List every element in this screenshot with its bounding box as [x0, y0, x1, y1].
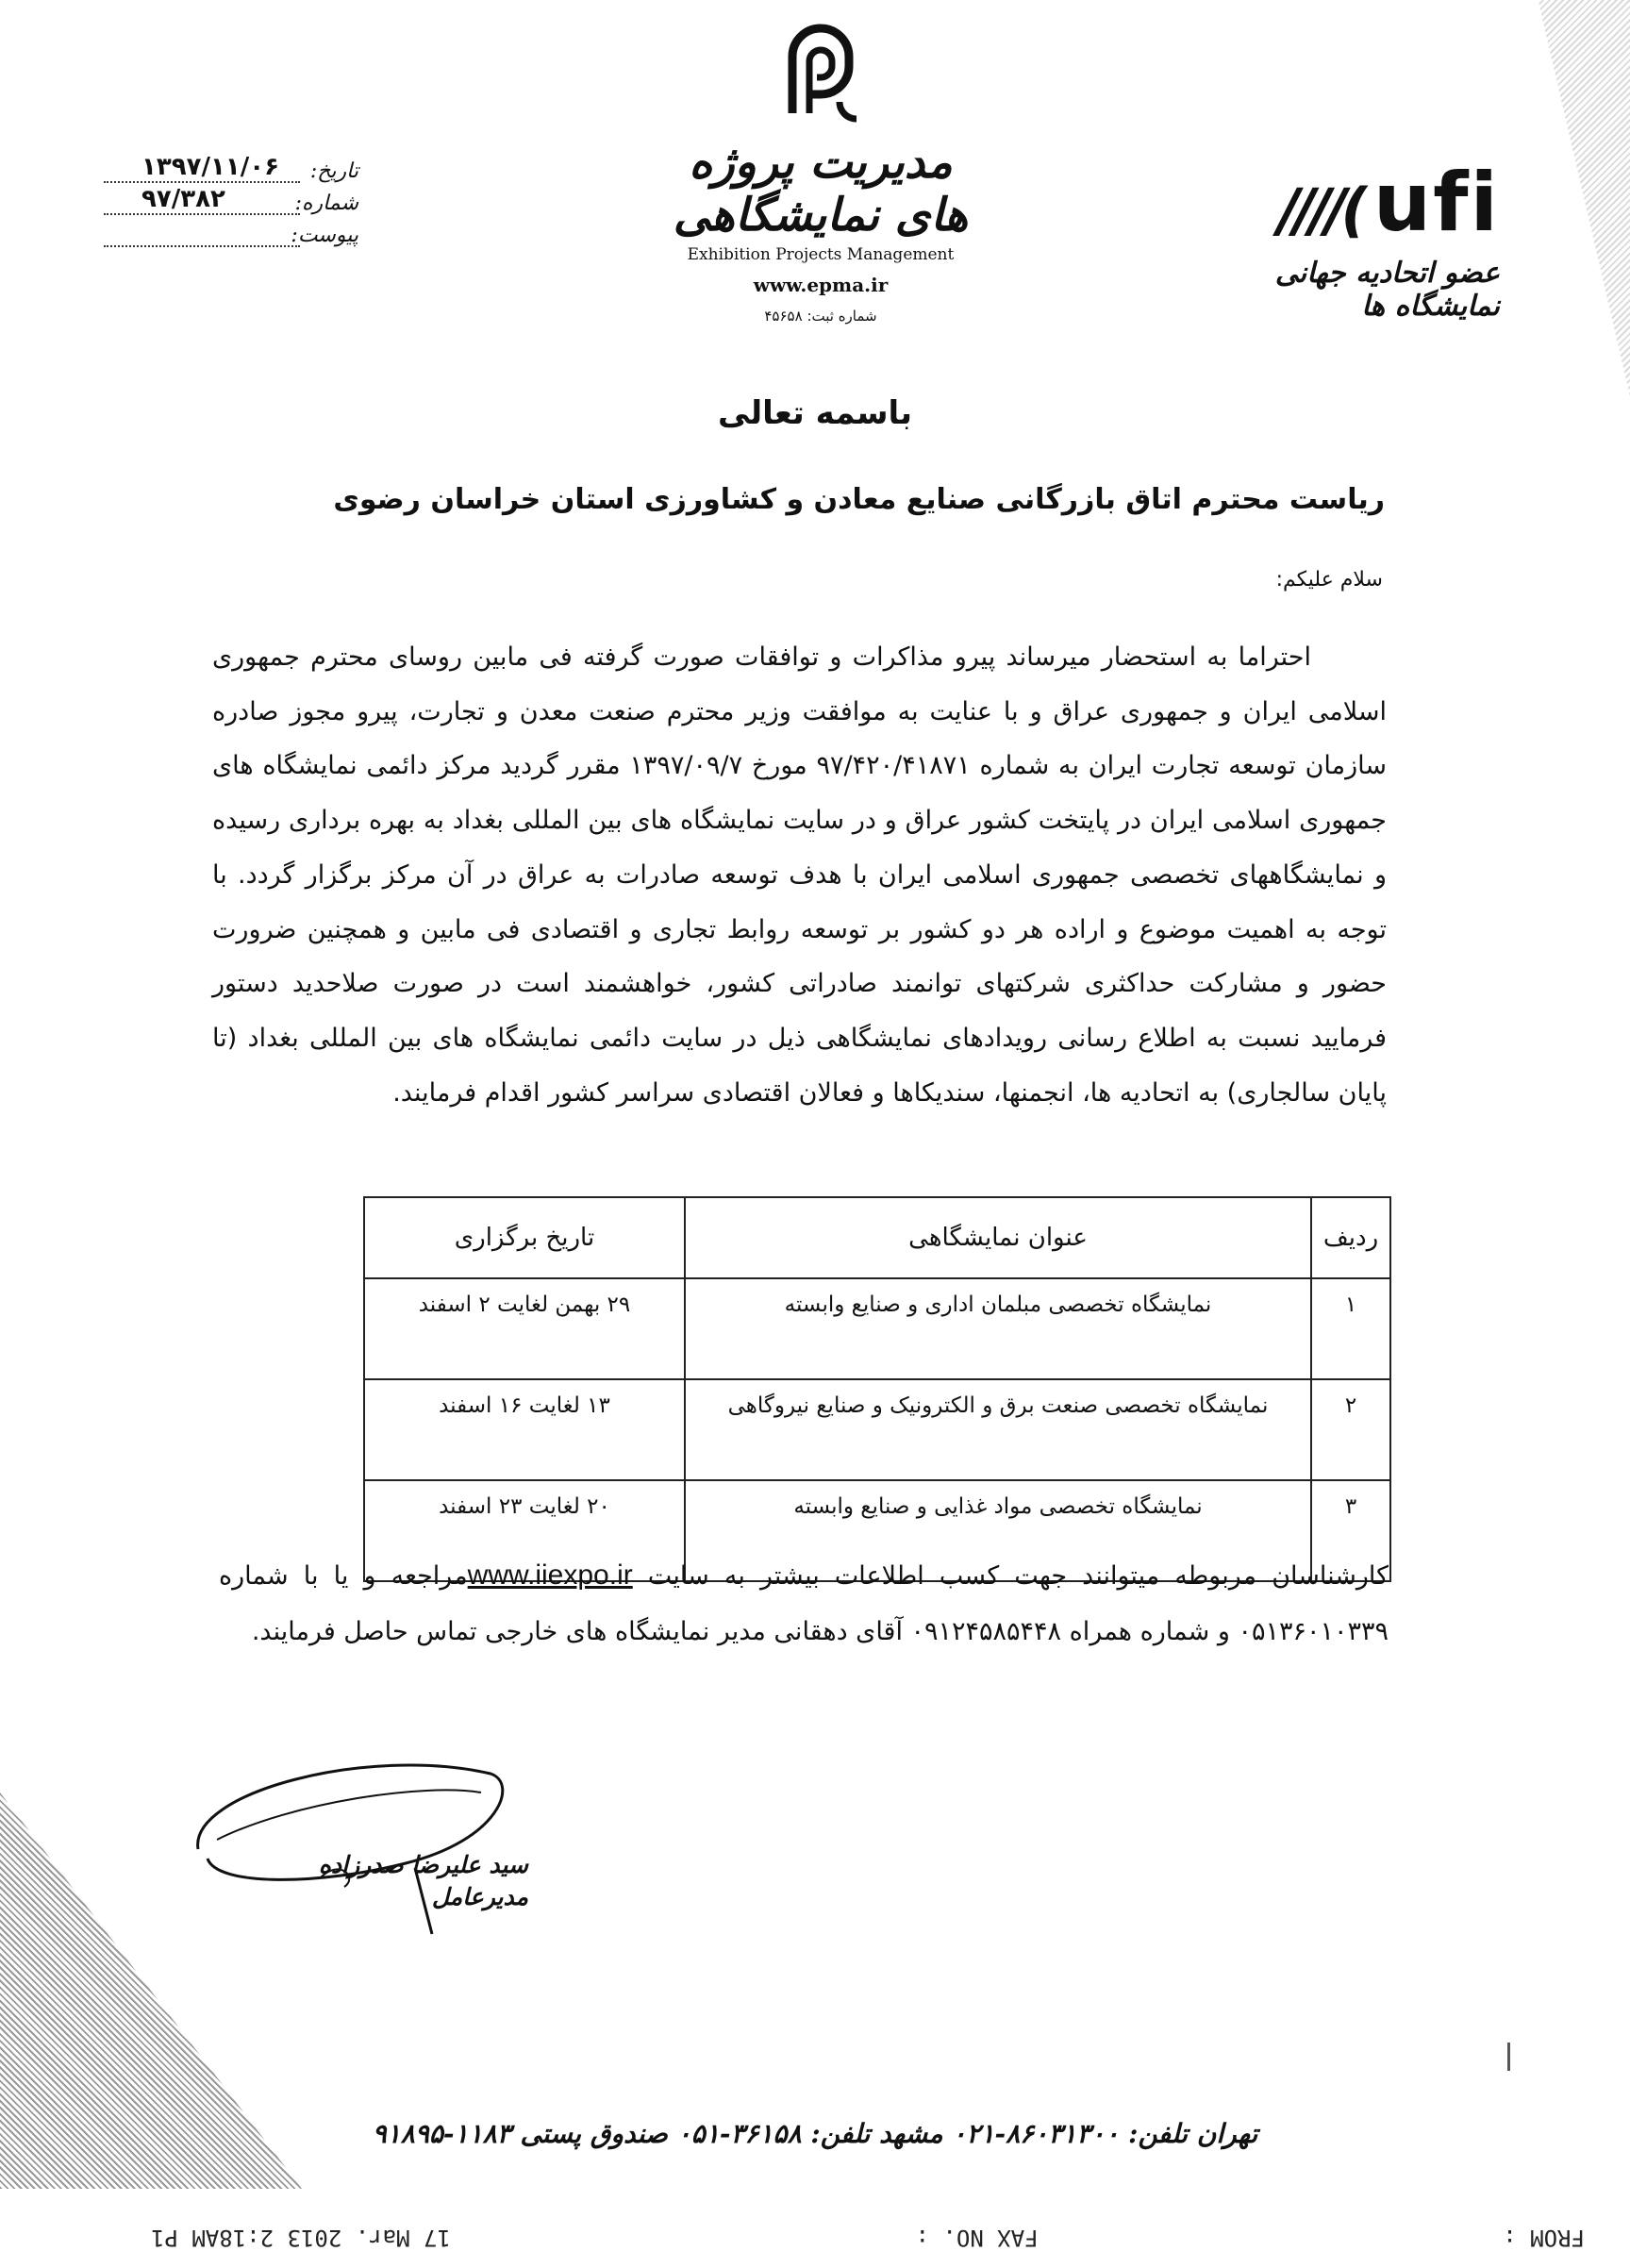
cell-date: ۲۹ بهمن لغایت ۲ اسفند — [364, 1278, 685, 1379]
reference-date-row — [104, 151, 358, 183]
scan-shading-top-right — [1489, 0, 1630, 396]
header-row-number: ردیف — [1311, 1197, 1390, 1278]
reference-attachment-value — [104, 217, 300, 247]
scan-mark — [1507, 2043, 1510, 2071]
reference-date-value: ۱۳۹۷/۱۱/۰۶ — [104, 153, 300, 183]
cell-date: ۲۰ لغایت ۲۳ اسفند — [364, 1480, 685, 1581]
reference-number-label: شماره: — [294, 192, 358, 215]
fax-timestamp: 17 Mar. 2013 2:18AM P1 — [151, 2225, 451, 2251]
greeting-line: سلام علیکم: — [1275, 568, 1383, 592]
ufi-slashes-icon: ////( — [1277, 175, 1362, 244]
header-date: تاریخ برگزاری — [364, 1197, 685, 1278]
letter-body: احتراما به استحضار میرساند پیرو مذاکرات و توافقات صورت گرفته فی مابین روسای محترم جمهوری اسلامی ایران و جمهوری عراق و با عنایت به موافقت وزیر محترم صنعت معدن و تجارت، پیرو مجوز صادره سازمان توسعه تجارت ایران به شماره ۹۷/۴۲۰/۴۱۸۷۱ مورخ ۱۳۹۷/۰۹/۷ مقرر گردید مرکز دائمی نمایشگاه های جمهوری اسلامی ایران در پایتخت کشور عراق و در سایت نمایشگاه های بین المللی بغداد به بهره برداری رسیده و نمایشگاههای تخصصی جمهوری اسلامی ایران با هدف توسعه صادرات به عراق در آن مرکز برگزار گردد. با توجه به اهمیت موضوع و اراده هر دو کشور بر توسعه روابط تجاری و اقتصادی فی مابین و همچنین ضرورت حضور و مشارکت حداکثری شرکتهای توانمند صادراتی کشور، خواهشمند است در صورت صلاحدید دستور فرمایید نسبت به اطلاع رسانی رویدادهای نمایشگاهی ذیل در سایت دائمی نمایشگاه های بین المللی بغداد (تا پایان سالجاری) به اتحادیه ها، انجمنها، سندیکاها و فعالان اقتصادی سراسر کشور اقدام فرمایند. — [212, 642, 1387, 1108]
reference-attachment-label: پیوست: — [291, 224, 358, 247]
signer-name: سید علیرضا صدرزاده — [318, 1851, 528, 1878]
exhibitions-table — [363, 1196, 1391, 1582]
cell-exhibition-title: نمایشگاه تخصصی مواد غذایی و صنایع وابسته — [685, 1480, 1311, 1581]
ufi-mark-text: ufi — [1372, 156, 1500, 250]
iiexpo-link[interactable]: www.iiexpo.ir — [467, 1559, 633, 1591]
reference-number-value: ۹۷/۳۸۲ — [104, 185, 300, 215]
cell-row-number: ۱ — [1311, 1278, 1390, 1379]
closing-paragraph — [219, 1547, 1389, 1659]
header-exhibition-title: عنوان نمایشگاهی — [685, 1197, 1311, 1278]
footer-contact: تهران تلفن: ۸۶۰۳۱۳۰۰-۰۲۱ مشهد تلفن: ۳۶۱۵۸-۰۵۱ صندوق پستی ۱۱۸۳-۹۱۸۹۵ — [372, 2118, 1258, 2149]
epma-emblem-icon — [764, 19, 877, 132]
table-header-row — [364, 1197, 1390, 1278]
cell-exhibition-title: نمایشگاه تخصصی مبلمان اداری و صنایع وابسته — [685, 1278, 1311, 1379]
epma-logo-subtitle: Exhibition Projects Management — [687, 245, 955, 264]
closing-text-part1: کارشناسان مربوطه میتوانند جهت کسب اطلاعات بیشتر به سایت — [647, 1561, 1389, 1591]
epma-logo-title: مدیریت پروژه های نمایشگاهی — [673, 136, 969, 242]
opening-title: باسمه تعالی — [717, 394, 913, 432]
table-row — [364, 1278, 1390, 1379]
epma-registration: شماره ثبت: ۴۵۶۵۸ — [764, 308, 877, 325]
recipient-line: ریاست محترم اتاق بازرگانی صنایع معادن و کشاورزی استان خراسان رضوی — [333, 483, 1385, 516]
reference-number-row — [104, 183, 358, 215]
reference-attachment-row — [104, 215, 358, 247]
cell-row-number: ۲ — [1311, 1379, 1390, 1480]
signer-position: مدیرعامل — [431, 1883, 528, 1910]
reference-date-label: تاریخ: — [309, 159, 358, 183]
table-row — [364, 1379, 1390, 1480]
epma-logo — [660, 19, 981, 325]
ufi-logo — [1245, 156, 1500, 323]
signer-block — [264, 1849, 528, 1913]
ufi-mark — [1245, 156, 1500, 253]
fax-number: FAX NO. : — [915, 2225, 1039, 2251]
ufi-caption: عضو اتحادیه جهانی نمایشگاه ها — [1274, 257, 1500, 323]
cell-exhibition-title: نمایشگاه تخصصی صنعت برق و الکترونیک و صنایع نیروگاهی — [685, 1379, 1311, 1480]
epma-website: www.epma.ir — [753, 274, 889, 296]
fax-header-strip — [151, 2219, 1585, 2257]
cell-date: ۱۳ لغایت ۱۶ اسفند — [364, 1379, 685, 1480]
cell-row-number: ۳ — [1311, 1480, 1390, 1581]
fax-from: FROM : — [1503, 2225, 1585, 2251]
reference-block — [104, 151, 358, 247]
closing-text-part2: مراجعه و یا با شماره ۰۵۱۳۶۰۱۰۳۳۹ و شماره همراه ۰۹۱۲۴۵۸۵۴۴۸ آقای دهقانی مدیر نمایشگاه های خارجی تماس حاصل فرمایند. — [219, 1561, 1389, 1646]
